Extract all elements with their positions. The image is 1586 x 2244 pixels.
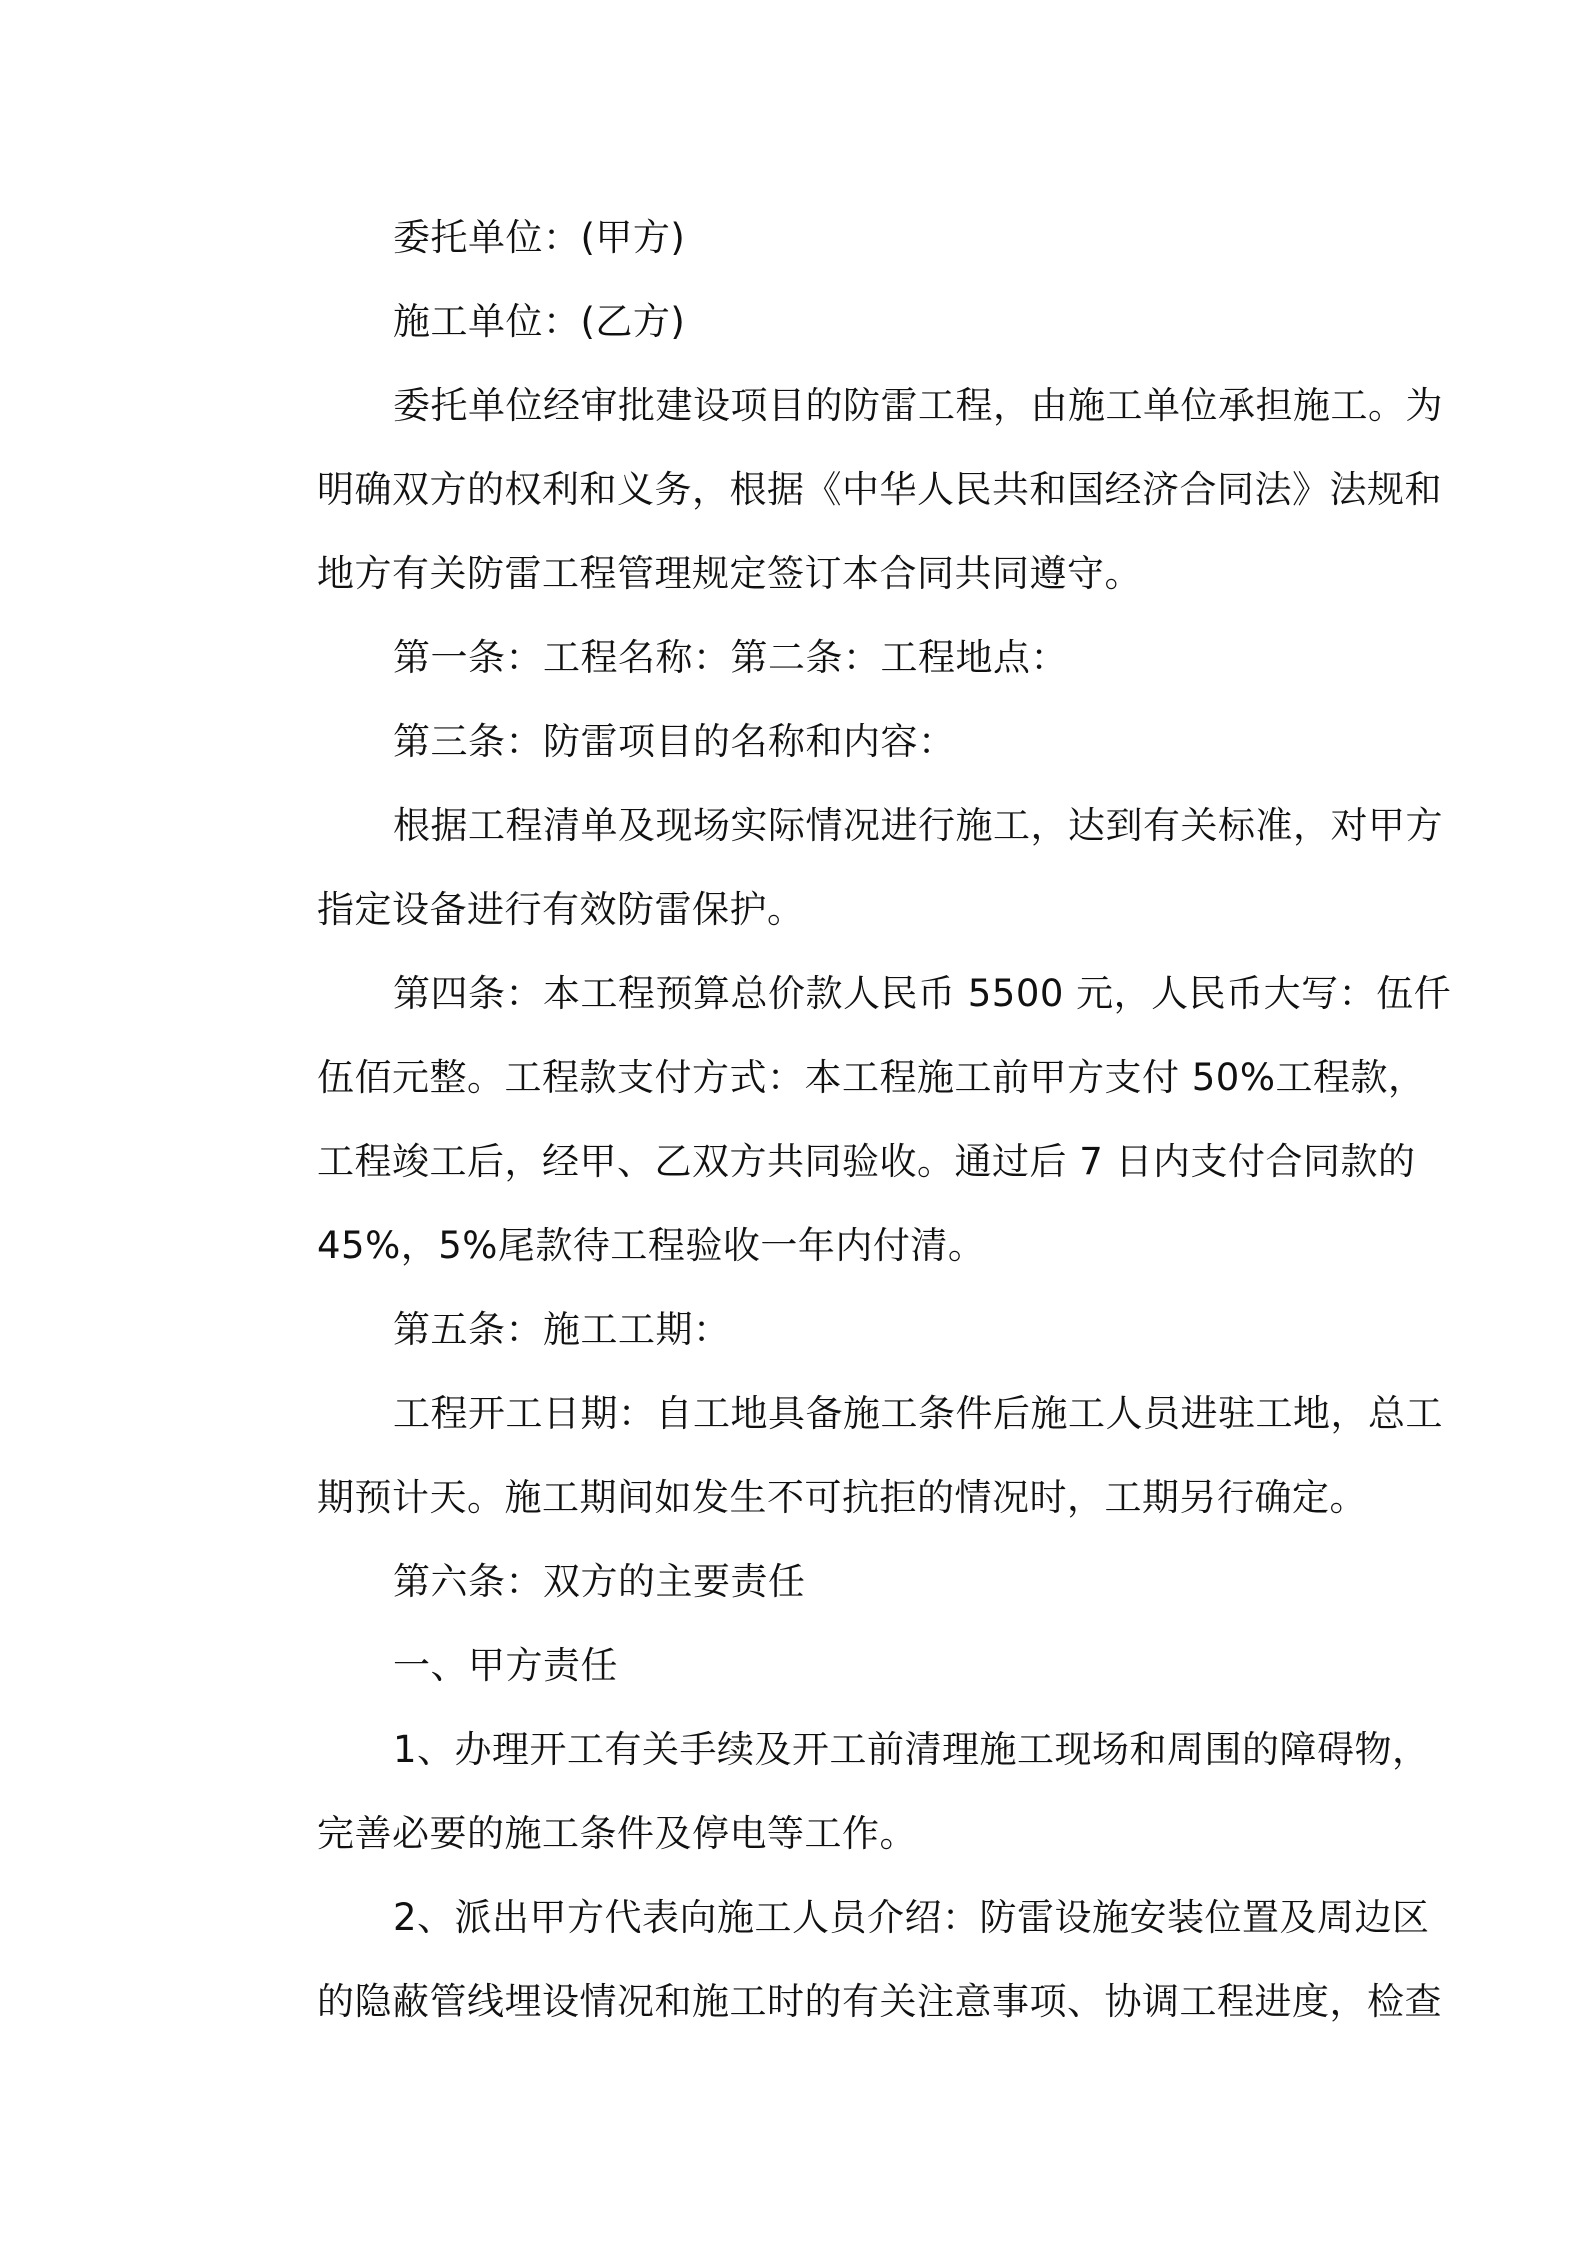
paragraph-article-5 [241, 1288, 1359, 1372]
text-line: 2、派出甲方代表向施工人员介绍：防雷设施安装位置及周边区 [393, 1896, 1430, 1939]
paragraph-party-a-item-1 [241, 1708, 1430, 1876]
text-line: 地方有关防雷工程管理规定签订本合同共同遵守。 [317, 552, 1142, 595]
text-line: 根据工程清单及现场实际情况进行施工，达到有关标准，对甲方 [393, 804, 1443, 847]
paragraph-article-6 [241, 1540, 1359, 1624]
text-line: 第五条：施工工期： [393, 1308, 731, 1351]
paragraph-client [241, 196, 1359, 280]
text-line: 明确双方的权利和义务，根据《中华人民共和国经济合同法》法规和 [317, 468, 1442, 511]
text-line: 委托单位：(甲方) [393, 216, 686, 259]
paragraph-party-a-item-2 [241, 1876, 1442, 2044]
text-line: 工程竣工后，经甲、乙双方共同验收。通过后 7 日内支付合同款的 [317, 1140, 1416, 1183]
text-line: 委托单位经审批建设项目的防雷工程，由施工单位承担施工。为 [393, 384, 1443, 427]
paragraph-contractor [241, 280, 1359, 364]
paragraph-article-1-2 [241, 616, 1359, 700]
text-line: 第六条：双方的主要责任 [393, 1560, 806, 1603]
paragraph-article-4 [241, 952, 1452, 1288]
text-line: 工程开工日期：自工地具备施工条件后施工人员进驻工地，总工 [393, 1392, 1443, 1435]
text-line: 1、办理开工有关手续及开工前清理施工现场和周围的障碍物， [393, 1728, 1430, 1771]
paragraph-party-a-heading [241, 1624, 1359, 1708]
text-line: 一、甲方责任 [393, 1644, 618, 1687]
text-line: 的隐蔽管线埋设情况和施工时的有关注意事项、协调工程进度，检查 [317, 1980, 1442, 2023]
text-line: 完善必要的施工条件及停电等工作。 [317, 1812, 917, 1855]
paragraph-preamble [241, 364, 1443, 616]
document-body [241, 196, 1452, 2044]
paragraph-article-3-body [241, 784, 1443, 952]
text-line: 指定设备进行有效防雷保护。 [317, 888, 805, 931]
text-line: 45%，5%尾款待工程验收一年内付清。 [317, 1224, 986, 1267]
text-line: 伍佰元整。工程款支付方式：本工程施工前甲方支付 50%工程款， [317, 1056, 1426, 1099]
text-line: 期预计天。施工期间如发生不可抗拒的情况时，工期另行确定。 [317, 1476, 1367, 1519]
text-line: 第三条：防雷项目的名称和内容： [393, 720, 956, 763]
paragraph-article-3 [241, 700, 1359, 784]
text-line: 第一条：工程名称：第二条：工程地点： [393, 636, 1068, 679]
paragraph-article-5-body [241, 1372, 1443, 1540]
text-line: 施工单位：(乙方) [393, 300, 686, 343]
text-line: 第四条：本工程预算总价款人民币 5500 元，人民币大写：伍仟 [393, 972, 1452, 1015]
